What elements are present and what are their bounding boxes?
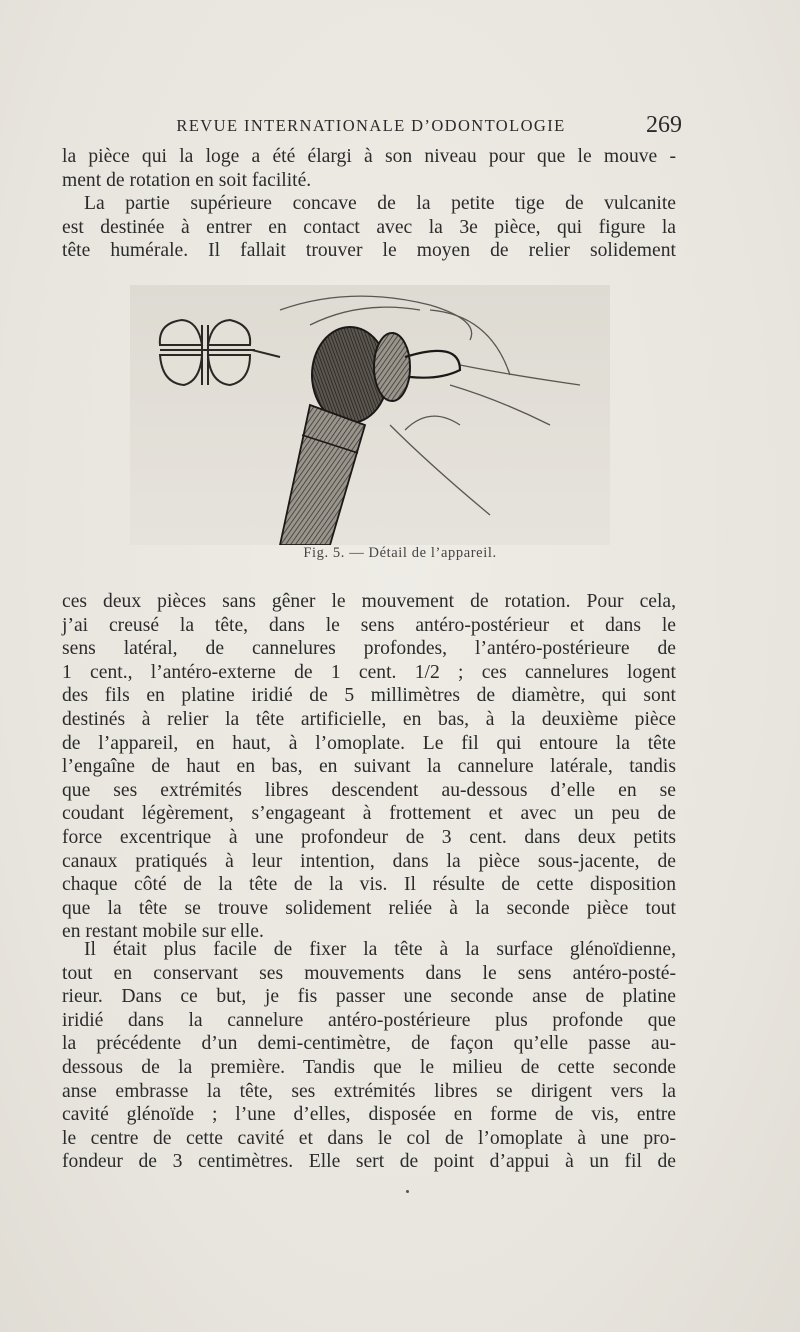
text-line: anse embrasse la tête, ses extrémités libres se dirigent vers la <box>62 1080 676 1102</box>
text-line: fondeur de 3 centimètres. Elle sert de point d’appui à un fil de <box>62 1151 676 1173</box>
page-number: 269 <box>646 112 682 138</box>
text-line: cavité glénoïde ; l’une d’elles, disposée en forme de vis, entre <box>62 1104 676 1126</box>
figure-apparatus-detail <box>130 285 610 545</box>
paragraph-2 <box>62 192 676 263</box>
text-line: iridié dans la cannelure antéro-postérieure plus profonde que <box>62 1009 676 1031</box>
paragraph-3 <box>62 590 676 944</box>
text-line: force excentrique à une profondeur de 3 cent. dans deux petits <box>62 826 676 848</box>
prosthesis-shaft <box>280 405 365 545</box>
text-line: que ses extrémités libres descendent au-dessous d’elle en se <box>62 779 676 801</box>
text-line: ment de rotation en soit facilité. <box>62 169 312 191</box>
text-line: est destinée à entrer en contact avec la 3e pièce, qui figure la <box>62 216 676 238</box>
text-line: rieur. Dans ce but, je fis passer une seconde anse de platine <box>62 986 676 1008</box>
text-line: des fils en platine iridié de 5 millimètres de diamètre, qui sont <box>62 685 676 707</box>
text-line: chaque côté de la tête de la vis. Il résulte de cette disposition <box>62 874 676 896</box>
text-line: La partie supérieure concave de la petite tige de vulcanite <box>84 193 676 214</box>
text-line: tête humérale. Il fallait trouver le moyen de relier solidement <box>62 240 676 262</box>
journal-title: REVUE INTERNATIONALE D’ODONTOLOGIE <box>176 116 566 135</box>
text-line: tout en conservant ses mouvements dans le sens antéro-posté- <box>62 962 676 984</box>
text-line: l’engaîne de haut en bas, en suivant la cannelure latérale, tandis <box>62 756 676 778</box>
text-line: Il était plus facile de fixer la tête à la surface glénoïdienne, <box>84 939 676 960</box>
artificial-head <box>312 327 460 423</box>
text-line: la précédente d’un demi-centimètre, de façon qu’elle passe au- <box>62 1033 676 1055</box>
text-line: le centre de cette cavité et dans le col de l’omoplate à une pro- <box>62 1127 676 1149</box>
figure-caption: Fig. 5. — Détail de l’appareil. <box>303 545 497 561</box>
apparatus-engraving <box>130 285 610 545</box>
text-line: que la tête se trouve solidement reliée à la seconde pièce tout <box>62 897 676 919</box>
text-line: la pièce qui la loge a été élargi à son niveau pour que le mouve - <box>62 146 676 167</box>
paragraph-1 <box>62 145 676 192</box>
head-cross-section <box>160 320 280 385</box>
text-line: de l’appareil, en haut, à l’omoplate. Le fil qui entoure la tête <box>62 732 676 754</box>
text-line: destinés à relier la tête artificielle, en bas, à la deuxième pièce <box>62 708 676 730</box>
text-line: 1 cent., l’antéro-externe de 1 cent. 1/2 ; ces cannelures logent <box>62 661 676 683</box>
text-line: en restant mobile sur elle. <box>62 921 264 943</box>
printer-mark <box>406 1190 409 1193</box>
text-line: ces deux pièces sans gêner le mouvement de rotation. Pour cela, <box>62 591 676 612</box>
text-line: dessous de la première. Tandis que le milieu de cette seconde <box>62 1056 676 1078</box>
text-line: sens latéral, de cannelures profondes, l’antéro-postérieure de <box>62 638 676 660</box>
text-line: j’ai creusé la tête, dans le sens antéro-postérieur et dans le <box>62 614 676 636</box>
text-line: coudant légèrement, s’engageant à frottement et avec un peu de <box>62 803 676 825</box>
text-line: canaux pratiqués à leur intention, dans la pièce sous-jacente, de <box>62 850 676 872</box>
running-head <box>60 112 682 140</box>
paragraph-4 <box>62 938 676 1174</box>
